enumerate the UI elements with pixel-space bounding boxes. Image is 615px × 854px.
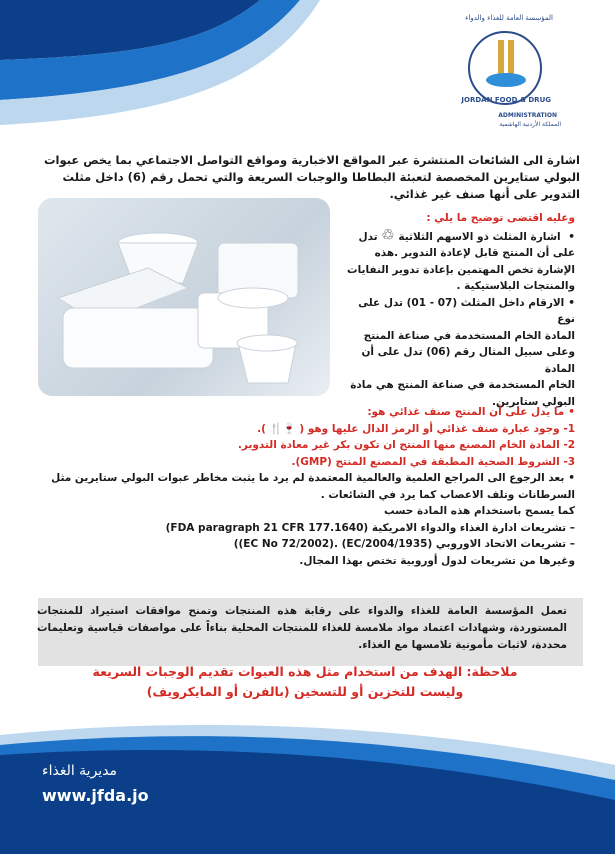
bullet-recycle-line4: والمنتجات البلاستيكية . — [456, 280, 575, 292]
foam-containers-image — [38, 198, 330, 396]
food-point-1: 1- وجود عبارة صنف غذائي أو الرمز الدال عليها وهو ( 🍷🍴 ). — [257, 422, 575, 435]
website-link[interactable]: www.jfda.jo — [42, 786, 149, 805]
grey-info-text: تعمل المؤسسة العامة للغذاء والدواء على رقابة هذه المنتجات وتمنح موافقات استيراد للمنتجات المستوردة، وشهادات اعتماد مواد ملامسة للغذاء للمنتجات المحلية بناءاً على مواصفات قياسية وتعليمات محددة، لاثبات مأمونية تلامسها مع الغذاء. — [37, 605, 567, 651]
clarification-heading: وعليه اقتضى توضيح ما يلي : — [426, 212, 575, 224]
bullet-numbers-line2: المادة الخام المستخدمة في صناعة المنتج — [363, 329, 575, 342]
note-line2: وليست للتخزين أو للتسخين (بالفرن أو المايكرويف) — [146, 684, 464, 699]
bullet-numbers-line1: • الارقام داخل المثلث (07 - 01) تدل على نوع — [343, 295, 575, 328]
refs-line3: كما يسمح باستخدام هذه المادة حسب — [383, 505, 575, 517]
note — [40, 662, 570, 702]
refs-line4: – تشريعات ادارة الغذاء والدواء الامريكية (FDA paragraph 21 CFR 177.1640) — [165, 521, 575, 534]
footer-wave — [0, 715, 615, 854]
food-point-2: 2- المادة الخام المصنع منها المنتج ان تكون بكر غير معادة التدوير. — [237, 439, 575, 451]
seal-icon — [560, 700, 600, 740]
refs-line6: وغيرها من تشريعات لدول أوروبية تختص بهذا المجال. — [299, 554, 575, 567]
bullet-numbers-line5: البولي ستايرين. — [491, 395, 575, 408]
logo-name-en: JORDAN FOOD & DRUG — [461, 96, 551, 104]
bullet-recycle-line2: على أن المنتج قابل لإعادة التدوير .هذه — [374, 247, 575, 259]
recycle-icon: ♲ — [381, 225, 395, 244]
bullet-recycle-line3: الإشارة تخص المهتمين بإعادة تدوير النفايات — [347, 263, 575, 276]
bullet-numbers-line3: وعلى سبيل المثال رقم (06) تدل على أن المادة — [361, 346, 575, 375]
glass-fork-icon: 🍷🍴 — [269, 422, 296, 435]
bullet-numbers-line4: الخام المستخدمة في صناعة المنتج هي مادة — [350, 379, 575, 391]
refs-line1: • بعد الرجوع الى المراجع العلمية والعالمية المعتمدة لم يرد ما يثبت مخاطر عبوات البولي ستايرين مثل — [35, 470, 575, 487]
food-point-3: 3- الشروط الصحية المطبقة في المصنع المنتج (GMP). — [291, 455, 575, 468]
directorate-label: مديرية الغذاء — [42, 763, 118, 779]
refs-line2: السرطانات وتلف الاعصاب كما يرد في الشائعات . — [320, 488, 575, 501]
note-line1: ملاحظة: الهدف من استخدام مثل هذه العبوات تقديم الوجبات السريعة — [92, 664, 518, 679]
intro-paragraph: اشارة الى الشائعات المنتشرة عبر المواقع الاخبارية ومواقع التواصل الاجتماعي بما يخص عبوات البولي ستايرين المخصصة لتعبئة البطاطا والوجبات السريعة والتي تحمل رقم (6) داخل مثلث التدوير على أنها صنف غير غذائي. — [43, 153, 580, 201]
food-grade-heading: • ما يدل على أن المنتج صنف غذائي هو: — [35, 404, 575, 421]
bullet-recycle-line1: • اشارة المثلث ذو الاسهم الثلاثية ♲ تدل — [343, 227, 575, 246]
logo-kingdom-text: المملكة الأردنية الهاشمية — [499, 121, 561, 128]
logo-admin-text: ADMINISTRATION — [498, 112, 557, 119]
refs-line5: – تشريعات الاتحاد الاوروبي (2004/1935/EC) .(EC No 72/2002)) — [233, 538, 575, 550]
logo-ring-text: المؤسسة العامة للغذاء والدواء — [465, 14, 553, 22]
